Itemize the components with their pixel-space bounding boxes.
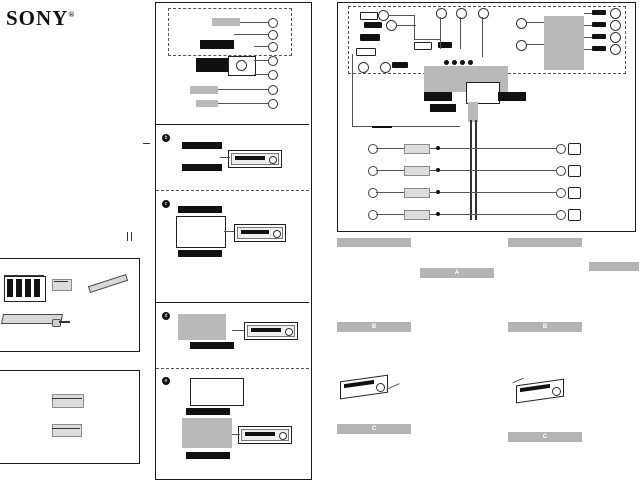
step-a-block-2 [200, 40, 234, 49]
caption-bar-a [337, 238, 411, 247]
step-d-head-unit [244, 322, 298, 340]
step-e-panel-bottom [182, 418, 232, 448]
step-e-unit-slot [245, 432, 275, 436]
connector-a4 [356, 48, 376, 56]
callout-3 [268, 42, 278, 52]
plug-r6 [610, 44, 621, 55]
speaker-row-4-terminal [368, 210, 378, 220]
caption-bar-g-letter: C [371, 426, 377, 432]
caption-bar-h [508, 432, 582, 442]
main-unit-bar-bottom [430, 104, 456, 112]
main-unit-bar-left [424, 92, 452, 101]
step-e-bar-bottom [186, 452, 230, 459]
speaker-row-3-fuse [404, 188, 430, 198]
sony-logo-tm: ® [68, 10, 75, 19]
harness-bundle [468, 102, 478, 122]
wire-r2 [524, 44, 544, 45]
step-e-bullet: e [162, 377, 170, 385]
step-d-unit-knob [285, 328, 293, 336]
caption-bar-c [420, 268, 494, 278]
step-b-bar-bottom [182, 164, 222, 171]
caption-bar-b [508, 238, 582, 247]
callout-5 [268, 70, 278, 80]
step-e-panel-top [190, 378, 244, 406]
tick-mark-left [143, 143, 150, 144]
speaker-row-1-dot [436, 146, 440, 150]
main-unit-dot-4 [468, 60, 473, 65]
step-c-leader [224, 231, 234, 232]
main-unit-bar-right [498, 92, 526, 101]
step-c-bar-bottom [178, 250, 222, 257]
speaker-row-1-wire [376, 148, 556, 149]
caption-bar-g [337, 424, 411, 434]
main-unit-face [466, 82, 500, 104]
callout-7 [268, 99, 278, 109]
step-c-bullet: c [162, 200, 170, 208]
step-d-unit-slot [251, 328, 281, 332]
main-unit-dot-2 [452, 60, 457, 65]
step-c-bar-top [178, 206, 222, 213]
leader-line-7 [218, 103, 268, 104]
plug-r2 [516, 40, 527, 51]
leader-line-1 [240, 22, 268, 23]
route-wire-left-v [352, 54, 353, 126]
wire-r5 [584, 37, 592, 38]
section-2-divider-2 [156, 190, 309, 191]
plug-r3 [610, 8, 621, 19]
step-b-bullet: b [162, 134, 170, 142]
wire-a-h1 [388, 15, 414, 16]
sony-logo-text: SONY [6, 6, 69, 30]
speaker-row-1-fuse [404, 144, 430, 154]
trim-plate-illustration [88, 272, 132, 292]
mounting-bracket-illustration [4, 272, 48, 306]
speaker-row-2-wire [376, 170, 556, 171]
plug-r1 [516, 18, 527, 29]
step-a-block-1 [212, 18, 240, 26]
speaker-row-3-terminal [368, 188, 378, 198]
speaker-row-1-terminal [368, 144, 378, 154]
tick-mark-divider-1 [127, 232, 128, 241]
connector-r-top4 [592, 46, 606, 51]
step-c-unit-slot [241, 230, 269, 234]
speaker-row-2-icon [568, 165, 581, 177]
connector-a5 [392, 62, 408, 68]
plug-r5 [610, 32, 621, 43]
leader-line-3 [254, 46, 268, 47]
speaker-row-2-fuse [404, 166, 430, 176]
wire-c1 [440, 17, 441, 49]
connector-r-top2 [592, 22, 606, 27]
step-a-knob [236, 60, 247, 71]
plug-r4 [610, 20, 621, 31]
cushion-illustration [52, 424, 86, 442]
step-d-leader [232, 330, 244, 331]
bottom-unit-right-illustration [512, 372, 576, 406]
caption-bar-f-letter: B [542, 324, 548, 330]
speaker-row-1-icon [568, 143, 581, 155]
step-a-block-3 [190, 86, 218, 94]
step-b-unit-slot [235, 156, 265, 160]
wire-r4 [584, 25, 592, 26]
section-2-divider-1 [156, 124, 309, 125]
route-wire-dash [372, 126, 392, 128]
step-e-head-unit [238, 426, 292, 444]
step-c-unit-knob [273, 230, 281, 238]
wire-c2 [460, 17, 461, 49]
callout-4 [268, 56, 278, 66]
speaker-row-4-dot [436, 212, 440, 216]
main-unit-dot-3 [460, 60, 465, 65]
section-2-divider-4 [156, 368, 309, 369]
wire-r1 [524, 22, 544, 23]
step-e-leader [232, 434, 240, 435]
plug-c3 [478, 8, 489, 19]
right-module [544, 16, 584, 70]
plug-a3 [358, 62, 369, 73]
release-key-illustration [52, 277, 74, 293]
step-b-bar-top [182, 142, 222, 149]
caption-bar-d [589, 262, 639, 271]
parts-panel-2 [0, 370, 140, 464]
speaker-row-2-end [556, 166, 566, 176]
plug-a4 [380, 62, 391, 73]
step-d-bullet: d [162, 312, 170, 320]
step-e-unit-knob [279, 432, 287, 440]
speaker-row-3-dot [436, 190, 440, 194]
step-a-block-4 [196, 100, 218, 107]
caption-bar-e [337, 322, 411, 332]
step-c-head-unit [234, 224, 286, 242]
connector-a3 [360, 34, 380, 41]
case-illustration [52, 394, 86, 412]
step-d-bar [190, 342, 234, 349]
callout-6 [268, 85, 278, 95]
leader-line-6 [218, 89, 268, 90]
step-b-leader [220, 157, 230, 158]
wire-a-h2 [396, 25, 416, 26]
main-unit-dot-1 [444, 60, 449, 65]
step-d-panel [178, 314, 226, 340]
step-b-unit-knob [269, 156, 277, 164]
wire-c3 [482, 17, 483, 57]
connector-r-top3 [592, 34, 606, 39]
speaker-row-3-wire [376, 192, 556, 193]
connector-a2 [364, 22, 382, 28]
leader-line-4 [254, 60, 268, 61]
speaker-row-2-terminal [368, 166, 378, 176]
connector-r-top1 [592, 10, 606, 15]
step-b-head-unit [228, 150, 282, 168]
wire-a-v1 [414, 15, 415, 39]
leader-line-2 [234, 34, 268, 35]
sony-logo [6, 6, 74, 31]
caption-bar-f [508, 322, 582, 332]
speaker-row-3-icon [568, 187, 581, 199]
wire-r3 [584, 13, 592, 14]
caption-bar-e-letter: B [371, 324, 377, 330]
plug-c2 [456, 8, 467, 19]
section-2-divider-3 [156, 302, 309, 303]
connector-a1 [360, 12, 378, 20]
step-e-bar-top [186, 408, 230, 415]
speaker-row-4-icon [568, 209, 581, 221]
caption-bar-c-letter: A [454, 270, 460, 276]
route-wire-left-h [352, 126, 460, 127]
callout-2 [268, 30, 278, 40]
speaker-row-2-dot [436, 168, 440, 172]
speaker-row-4-fuse [404, 210, 430, 220]
caption-bar-h-letter: C [542, 434, 548, 440]
wire-r6 [584, 49, 592, 50]
speaker-row-3-end [556, 188, 566, 198]
speaker-row-4-wire [376, 214, 556, 215]
callout-1 [268, 18, 278, 28]
bottom-unit-left-illustration [340, 372, 404, 406]
leader-line-5 [254, 74, 268, 75]
plug-c1 [436, 8, 447, 19]
speaker-row-1-end [556, 144, 566, 154]
tick-mark-divider-2 [131, 232, 132, 241]
step-c-chassis [176, 216, 226, 248]
connector-b1 [414, 42, 432, 50]
screw-illustration [52, 316, 72, 330]
wire-a-h3 [414, 39, 440, 40]
speaker-row-4-end [556, 210, 566, 220]
